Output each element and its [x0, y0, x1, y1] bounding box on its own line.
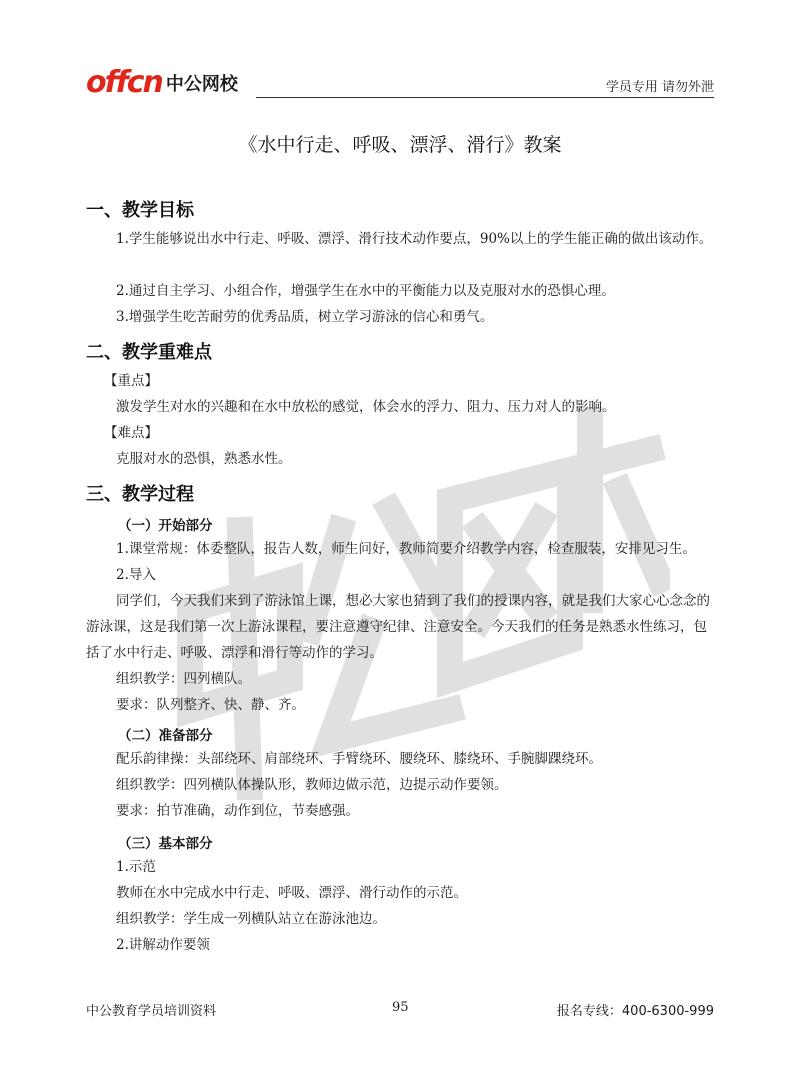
page-title: 《水中行走、呼吸、漂浮、滑行》教案 [238, 134, 562, 156]
basic-explain-label: 2.讲解动作要领 [116, 937, 210, 953]
page-header [86, 62, 714, 98]
subheading-warmup: （二）准备部分 [118, 728, 213, 744]
header-divider [256, 97, 714, 98]
section-heading-process: 三、教学过程 [86, 484, 194, 505]
difficulty-text: 克服对水的恐惧，熟悉水性。 [116, 451, 292, 467]
section-heading-key-points: 二、教学重难点 [86, 342, 212, 363]
footer-hotline: 报名专线：400-6300-999 [556, 1004, 714, 1019]
footer-left: 中公教育学员培训资料 [86, 1004, 217, 1019]
warmup-organization: 组织教学：四列横队体操队形，教师边做示范，边提示动作要领。 [116, 777, 508, 793]
start-organization: 组织教学：四列横队。 [116, 671, 251, 687]
subheading-start: （一）开始部分 [118, 518, 213, 534]
start-requirement: 要求：队列整齐、快、静、齐。 [116, 697, 305, 713]
logo-wordmark: offcn [86, 65, 162, 100]
objective-2: 2.通过自主学习、小组合作，增强学生在水中的平衡能力以及克服对水的恐惧心理。 [116, 283, 615, 299]
logo-cn-name: 中公网校 [165, 74, 238, 95]
header-notice: 学员专用 请勿外泄 [605, 80, 714, 95]
start-intro-label: 2.导入 [116, 567, 156, 583]
basic-organization: 组织教学：学生成一列横队站立在游泳池边。 [116, 911, 386, 927]
page-number: 95 [392, 1000, 409, 1015]
objective-1: 1.学生能够说出水中行走、呼吸、漂浮、滑行技术动作要点，90%以上的学生能正确的做出该动作。 [116, 231, 713, 247]
start-routine: 1.课堂常规：体委整队，报告人数，师生问好，教师简要介绍教学内容，检查服装，安排见习生。 [116, 541, 696, 557]
objective-3: 3.增强学生吃苦耐劳的优秀品质，树立学习游泳的信心和勇气。 [116, 309, 494, 325]
warmup-exercise: 配乐韵律操：头部绕环、肩部绕环、手臂绕环、腰绕环、膝绕环、手腕脚踝绕环。 [116, 751, 602, 767]
difficulty-label: 【难点】 [104, 425, 158, 441]
basic-demo-text: 教师在水中完成水中行走、呼吸、漂浮、滑行动作的示范。 [116, 885, 467, 901]
key-label: 【重点】 [104, 373, 158, 389]
basic-demo-label: 1.示范 [116, 859, 156, 875]
key-text: 激发学生对水的兴趣和在水中放松的感觉，体会水的浮力、阻力、压力对人的影响。 [116, 399, 616, 415]
start-intro-text: 同学们，今天我们来到了游泳馆上课，想必大家也猜到了我们的授课内容，就是我们大家心心念念的游泳课，这是我们第一次上游泳课程，要注意遵守纪律、注意安全。今天我们的任务是熟悉水性练习，包括了水中行走、呼吸、漂浮和滑行等动作的学习。 [86, 593, 710, 661]
offcn-logo [86, 62, 238, 98]
subheading-basic: （三）基本部分 [118, 836, 213, 852]
warmup-requirement: 要求：拍节准确，动作到位，节奏感强。 [116, 803, 359, 819]
section-heading-objectives: 一、教学目标 [86, 200, 194, 221]
